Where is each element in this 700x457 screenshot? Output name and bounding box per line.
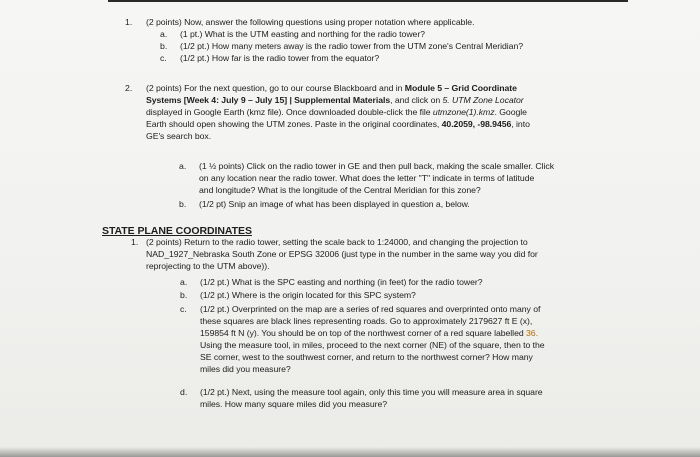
spc-item-b-line: (1/2 pt.) Where is the origin located for this SPC system?	[200, 290, 416, 300]
q2-item-b-line: (1/2 pt) Snip an image of what has been displayed in question a, below.	[199, 199, 470, 209]
q1-item-b-label: b.	[160, 41, 168, 51]
q2-item-a-line: on any location near the radio tower. What does the letter "T" indicate in terms of latitude	[199, 173, 535, 183]
spc-item-a-line: (1/2 pt.) What is the SPC easting and northing (in feet) for the radio tower?	[200, 277, 483, 287]
spc-item-c-label: c.	[180, 304, 187, 314]
spc-heading: STATE PLANE COORDINATES	[102, 225, 252, 237]
page-top-border	[108, 0, 628, 2]
q1-item-a-label: a.	[160, 29, 168, 39]
spc-q1-number: 1.	[131, 237, 139, 247]
spc-q1-line: reprojecting to the UTM above)).	[146, 261, 270, 271]
q1-item-a-text: (1 pt.) What is the UTM easting and northing for the radio tower?	[180, 29, 425, 39]
q2-item-a-line: and longitude? What is the longitude of the Central Meridian for this zone?	[199, 185, 481, 195]
q1-number: 1.	[125, 17, 133, 27]
spc-item-d-label: d.	[180, 387, 188, 397]
q1-text: (2 points) Now, answer the following questions using proper notation where applicable.	[146, 17, 475, 27]
q2-item-b-label: b.	[179, 199, 187, 209]
q2-item-a-label: a.	[179, 161, 187, 171]
highlighted-square-label: 36.	[526, 328, 538, 338]
spc-item-d-line: miles. How many square miles did you measure?	[200, 399, 388, 409]
spc-item-b-label: b.	[180, 290, 188, 300]
spc-item-c-line: Using the measure tool, in miles, proceed to the next corner (NE) of the square, then to the	[200, 340, 545, 350]
page-bottom-shadow	[0, 447, 700, 457]
q2-line-2: Systems [Week 4: July 9 – July 15] | Supplemental Materials, and click on 5. UTM Zone Locator	[146, 95, 524, 105]
q2-number: 2.	[125, 83, 133, 93]
q2-line-4: Earth should open showing the UTM zones. Paste in the original coordinates, 40.2059, -98.9456, into	[146, 119, 530, 129]
spc-item-c-line: (1/2 pt.) Overprinted on the map are a series of red squares and overprinted onto many of	[200, 304, 541, 314]
q2-line-1: (2 points) For the next question, go to our course Blackboard and in Module 5 – Grid Coordinate	[146, 83, 517, 93]
q2-item-a-line: (1 ½ points) Click on the radio tower in GE and then pull back, making the scale smaller. Click	[199, 161, 554, 171]
spc-q1-line: NAD_1927_Nebraska South Zone or EPSG 32006 (just type in the number in the same way you did for	[146, 249, 538, 259]
spc-item-d-line: (1/2 pt.) Next, using the measure tool again, only this time you will measure area in square	[200, 387, 543, 397]
q1-item-c-text: (1/2 pt.) How far is the radio tower from the equator?	[180, 53, 380, 63]
q1-item-b-text: (1/2 pt.) How many meters away is the radio tower from the UTM zone's Central Meridian?	[180, 41, 524, 51]
q2-line-3: displayed in Google Earth (kmz file). Once downloaded double-click the file utmzone(1).kmz. Google	[146, 107, 527, 117]
q2-line-5: GE's search box.	[146, 131, 212, 141]
spc-q1-line: (2 points) Return to the radio tower, setting the scale back to 1:24000, and changing the projection to	[146, 237, 528, 247]
spc-item-a-label: a.	[180, 277, 188, 287]
spc-item-c-line: miles did you measure?	[200, 364, 291, 374]
spc-item-c-line: 159854 ft N (y). You should be on top of the northwest corner of a red square labelled 36.	[200, 328, 538, 338]
q1-item-c-label: c.	[160, 53, 167, 63]
spc-item-c-line: SE corner, west to the southwest corner, and return to the northwest corner? How many	[200, 352, 533, 362]
spc-item-c-line: these squares are black lines representing roads. Go to approximately 2179627 ft E (x),	[200, 316, 533, 326]
